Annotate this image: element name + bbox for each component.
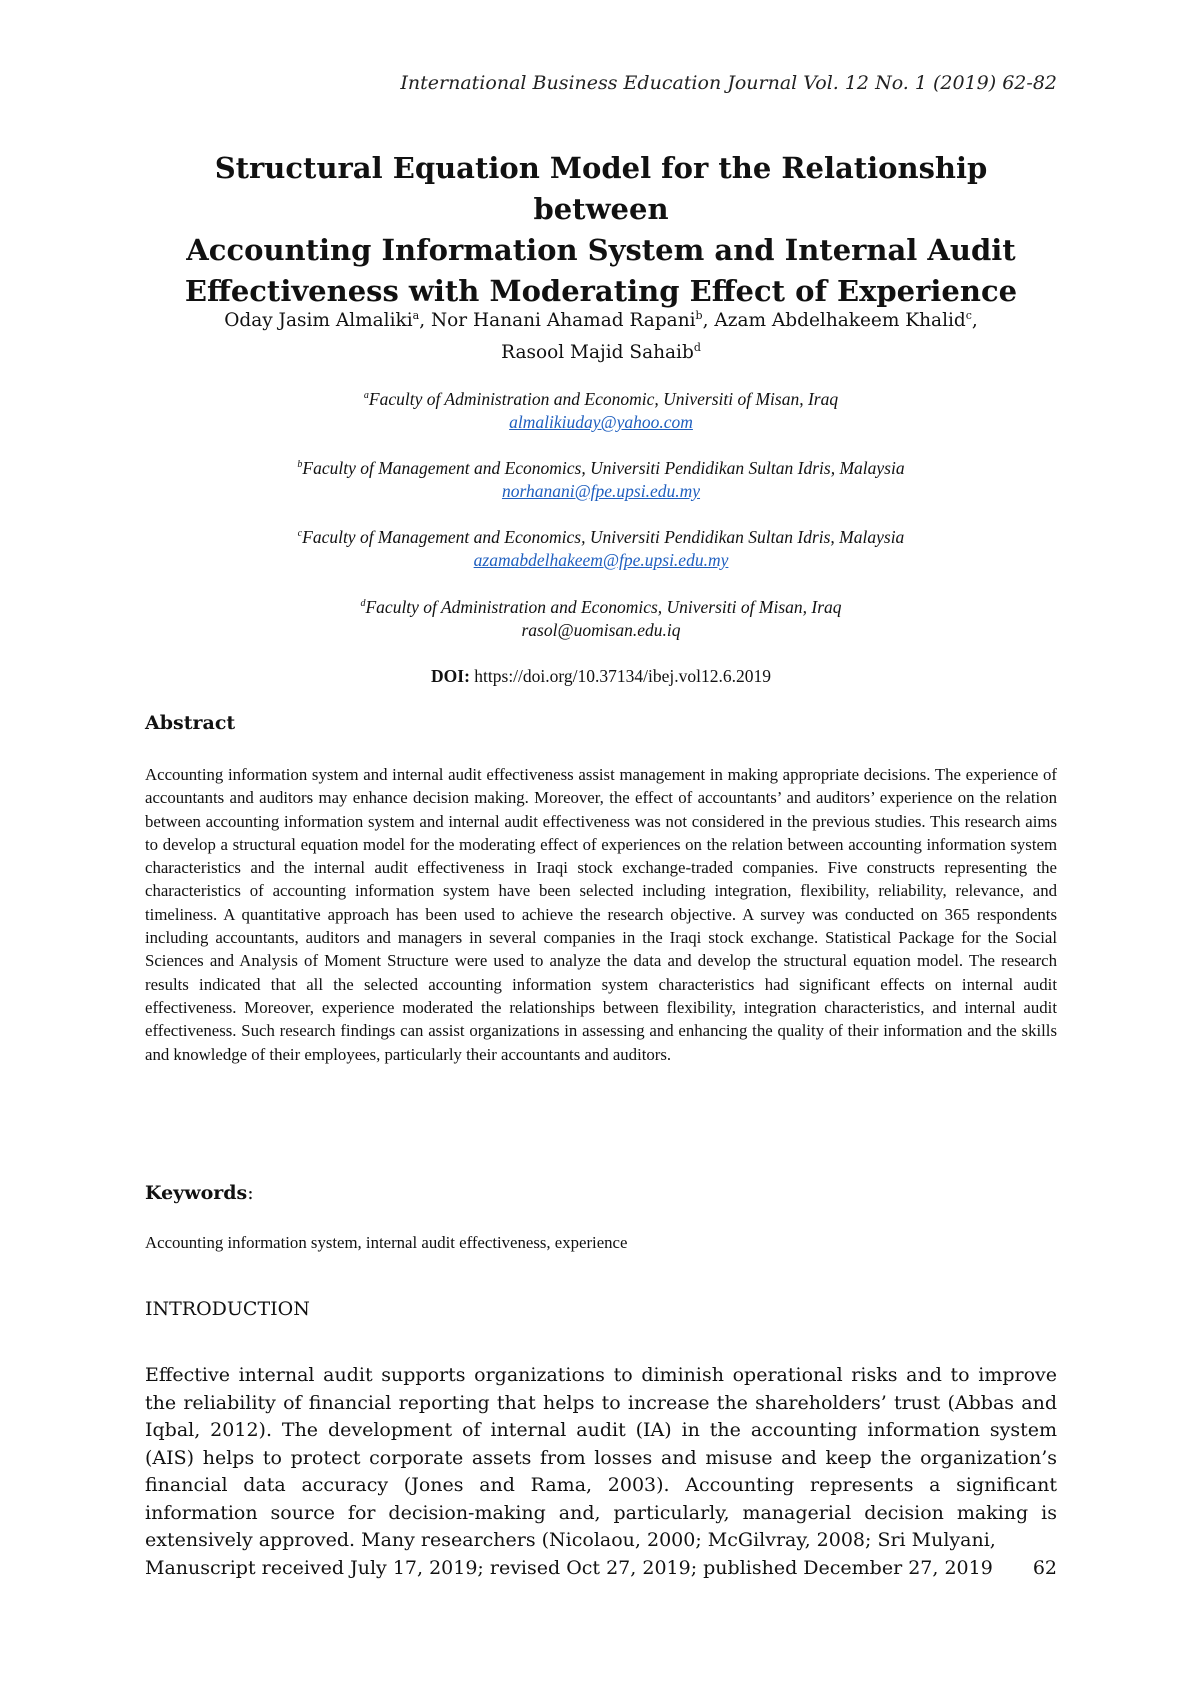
affiliation-name: Faculty of Administration and Economics, Universiti of Misan, Iraq <box>365 596 842 617</box>
title-line-3: Effectiveness with Moderating Effect of Experience <box>184 274 1018 308</box>
email-text: rasol@uomisan.edu.iq <box>521 619 681 640</box>
journal-header: International Business Education Journal Vol. 12 No. 1 (2019) 62-82 <box>400 72 1057 94</box>
keywords-label: Keywords <box>145 1182 248 1204</box>
email-link[interactable]: almalikiuday@yahoo.com <box>509 411 693 432</box>
author-name: Rasool Majid Sahaib <box>501 342 694 364</box>
page-number: 62 <box>1032 1557 1057 1579</box>
affiliation-name: Faculty of Management and Economics, Universiti Pendidikan Sultan Idris, Malaysia <box>302 457 905 478</box>
doi-label: DOI: <box>431 666 470 686</box>
affiliation-sup: c <box>297 528 303 539</box>
manuscript-dates: Manuscript received July 17, 2019; revised Oct 27, 2019; published December 27, 2019 <box>145 1557 993 1579</box>
introduction-text: Effective internal audit supports organizations to diminish operational risks and to improve the reliability of financial reporting that helps to increase the shareholders’ trust (Abbas and Iqbal, 2012). The development of internal audit (IA) in the accounting information system (AIS) helps to protect corporate assets from losses and misuse and keep the organization’s financial data accuracy (Jones and Rama, 2003). Accounting represents a significant information source for decision-making and, particularly, managerial decision making is extensively approved. Many researchers (Nicolaou, 2000; McGilvray, 2008; Sri Mulyani, <box>145 1364 1057 1551</box>
affiliation-sup: d <box>360 598 366 609</box>
affiliation-a <box>145 384 1057 434</box>
author-sup: c <box>965 309 972 322</box>
author-name: Oday Jasim Almaliki <box>224 310 413 332</box>
affiliation-name: Faculty of Administration and Economic, Universiti of Misan, Iraq <box>368 388 839 409</box>
author-sup: a <box>412 309 420 322</box>
affiliation-c <box>145 522 1057 572</box>
keywords-heading <box>145 1182 254 1204</box>
affiliation-name: Faculty of Management and Economics, Universiti Pendidikan Sultan Idris, Malaysia <box>302 526 905 547</box>
page-footer <box>145 1557 1057 1579</box>
affiliation-sup: b <box>297 459 303 470</box>
author-name: Azam Abdelhakeem Khalid <box>714 310 966 332</box>
paper-page <box>145 0 1057 1696</box>
email-link[interactable]: azamabdelhakeem@fpe.upsi.edu.my <box>473 549 729 570</box>
affiliation-sup: a <box>363 390 369 401</box>
doi-link[interactable]: https://doi.org/10.37134/ibej.vol12.6.2019 <box>474 666 771 686</box>
author-name: Nor Hanani Ahamad Rapani <box>430 310 696 332</box>
author-sup: b <box>695 309 703 322</box>
keywords-text: Accounting information system, internal audit effectiveness, experience <box>145 1233 628 1252</box>
title-line-2: Accounting Information System and Internal Audit <box>186 233 1016 267</box>
affiliation-b <box>145 453 1057 503</box>
abstract-text: Accounting information system and internal audit effectiveness assist management in making appropriate decisions. The experience of accountants and auditors may enhance decision making. Moreover, the effect of accountants’ and auditors’ experience on the relation between accounting information system and internal audit effectiveness was not considered in the previous studies. This research aims to develop a structural equation model for the moderating effect of experiences on the relation between accounting information system characteristics and the internal audit effectiveness in Iraqi stock exchange-traded companies. Five constructs representing the characteristics of accounting information system have been selected including integration, flexibility, reliability, relevance, and timeliness. A quantitative approach has been used to achieve the research objective. A survey was conducted on 365 respondents including accountants, auditors and managers in several companies in the Iraqi stock exchange. Statistical Package for the Social Sciences and Analysis of Moment Structure were used to analyze the data and develop the structural equation model. The research results indicated that all the selected accounting information system characteristics had significant effects on internal audit effectiveness. Moreover, experience moderated the relationships between flexibility, integration characteristics, and internal audit effectiveness. Such research findings can assist organizations in assessing and enhancing the quality of their information and the skills and knowledge of their employees, particularly their accountants and auditors. <box>145 765 1057 1064</box>
abstract-heading: Abstract <box>145 712 236 734</box>
introduction-heading: INTRODUCTION <box>145 1298 310 1320</box>
title-line-1: Structural Equation Model for the Relationship between <box>214 151 988 226</box>
keywords-colon: : <box>247 1182 254 1204</box>
paper-title <box>145 148 1057 312</box>
email-link[interactable]: norhanani@fpe.upsi.edu.my <box>501 480 701 501</box>
affiliation-d <box>145 592 1057 642</box>
author-list: Oday Jasim Almaliki$^a$, Nor Hanani Ahamad Rapani$^b$, Azam Abdelhakeem Khalid$^c$, Rasool Majid Sahaib$^d$ <box>224 309 978 364</box>
doi-line <box>145 666 1057 687</box>
author-sup: d <box>693 341 701 355</box>
